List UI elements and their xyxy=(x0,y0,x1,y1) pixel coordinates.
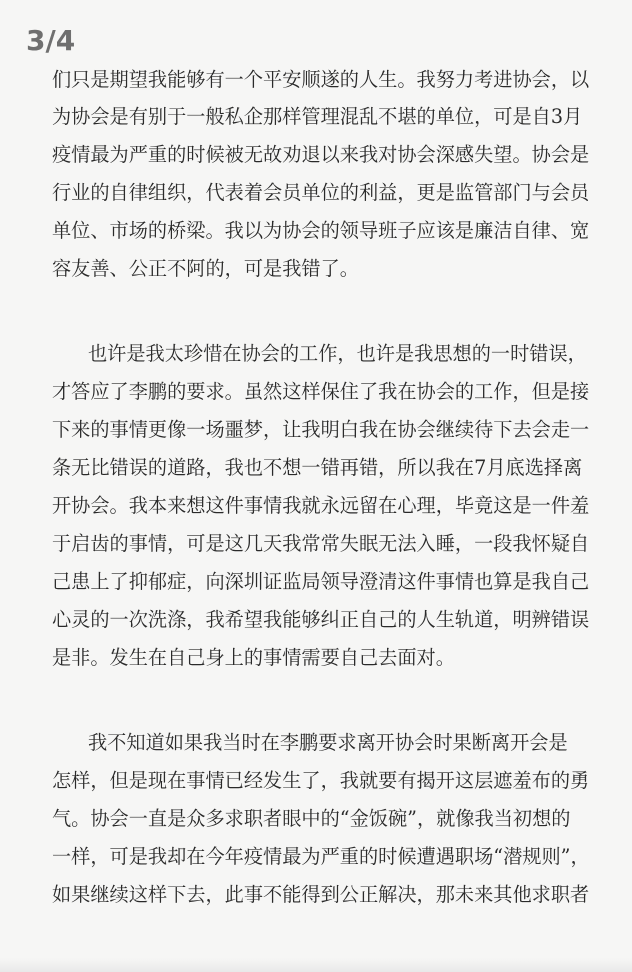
paragraph-2-line-9: 是非。发生在自己身上的事情需要自己去面对。 xyxy=(52,646,455,669)
paragraph-2-line-3: 下来的事情更像一场噩梦，让我明白我在协会继续待下去会走一 xyxy=(52,418,590,441)
paragraph-1-line-1: 们只是期望我能够有一个平安顺遂的人生。我努力考进协会，以 xyxy=(52,68,590,91)
paragraph-2-line-7: 己患上了抑郁症，向深圳证监局领导澄清这件事情也算是我自己 xyxy=(52,570,590,593)
paragraph-1-line-4: 行业的自律组织，代表着会员单位的利益，更是监管部门与会员 xyxy=(52,181,590,204)
paragraph-3-line-3: 气。协会一直是众多求职者眼中的“金饭碗”，就像我当初想的 xyxy=(52,807,571,830)
paragraph-2-line-2: 才答应了李鹏的要求。虽然这样保住了我在协会的工作，但是接 xyxy=(52,380,590,403)
paragraph-1-line-6: 容友善、公正不阿的，可是我错了。 xyxy=(52,257,359,280)
paragraph-1-line-2: 为协会是有别于一般私企那样管理混乱不堪的单位，可是自3月 xyxy=(52,105,583,128)
page-bottom-shadow xyxy=(0,958,632,972)
paragraph-3-line-2: 怎样，但是现在事情已经发生了，我就要有揭开这层遮羞布的勇 xyxy=(52,769,590,792)
paragraph-2-line-5: 开协会。我本来想这件事情我就永远留在心理，毕竟这是一件羞 xyxy=(52,494,590,517)
paragraph-1-line-5: 单位、市场的桥梁。我以为协会的领导班子应该是廉洁自律、宽 xyxy=(52,219,590,242)
page-indicator: 3/4 xyxy=(26,24,76,57)
paragraph-2-line-4: 条无比错误的道路，我也不想一错再错，所以我在7月底选择离 xyxy=(52,456,583,479)
paragraph-2-line-6: 于启齿的事情，可是这几天我常常失眠无法入睡，一段我怀疑自 xyxy=(52,532,590,555)
paragraph-2-line-8: 心灵的一次洗涤，我希望我能够纠正自己的人生轨道，明辨错误 xyxy=(52,608,590,631)
paragraph-1-line-3: 疫情最为严重的时候被无故劝退以来我对协会深感失望。协会是 xyxy=(52,143,590,166)
paragraph-2-line-1: 也许是我太珍惜在协会的工作，也许是我思想的一时错误， xyxy=(88,342,587,365)
paragraph-3-line-4: 一样，可是我却在今年疫情最为严重的时候遭遇职场“潜规则”， xyxy=(52,845,590,868)
paragraph-3-line-1: 我不知道如果我当时在李鹏要求离开协会时果断离开会是 xyxy=(88,731,568,754)
paragraph-3-line-5: 如果继续这样下去，此事不能得到公正解决，那未来其他求职者 xyxy=(52,883,590,906)
